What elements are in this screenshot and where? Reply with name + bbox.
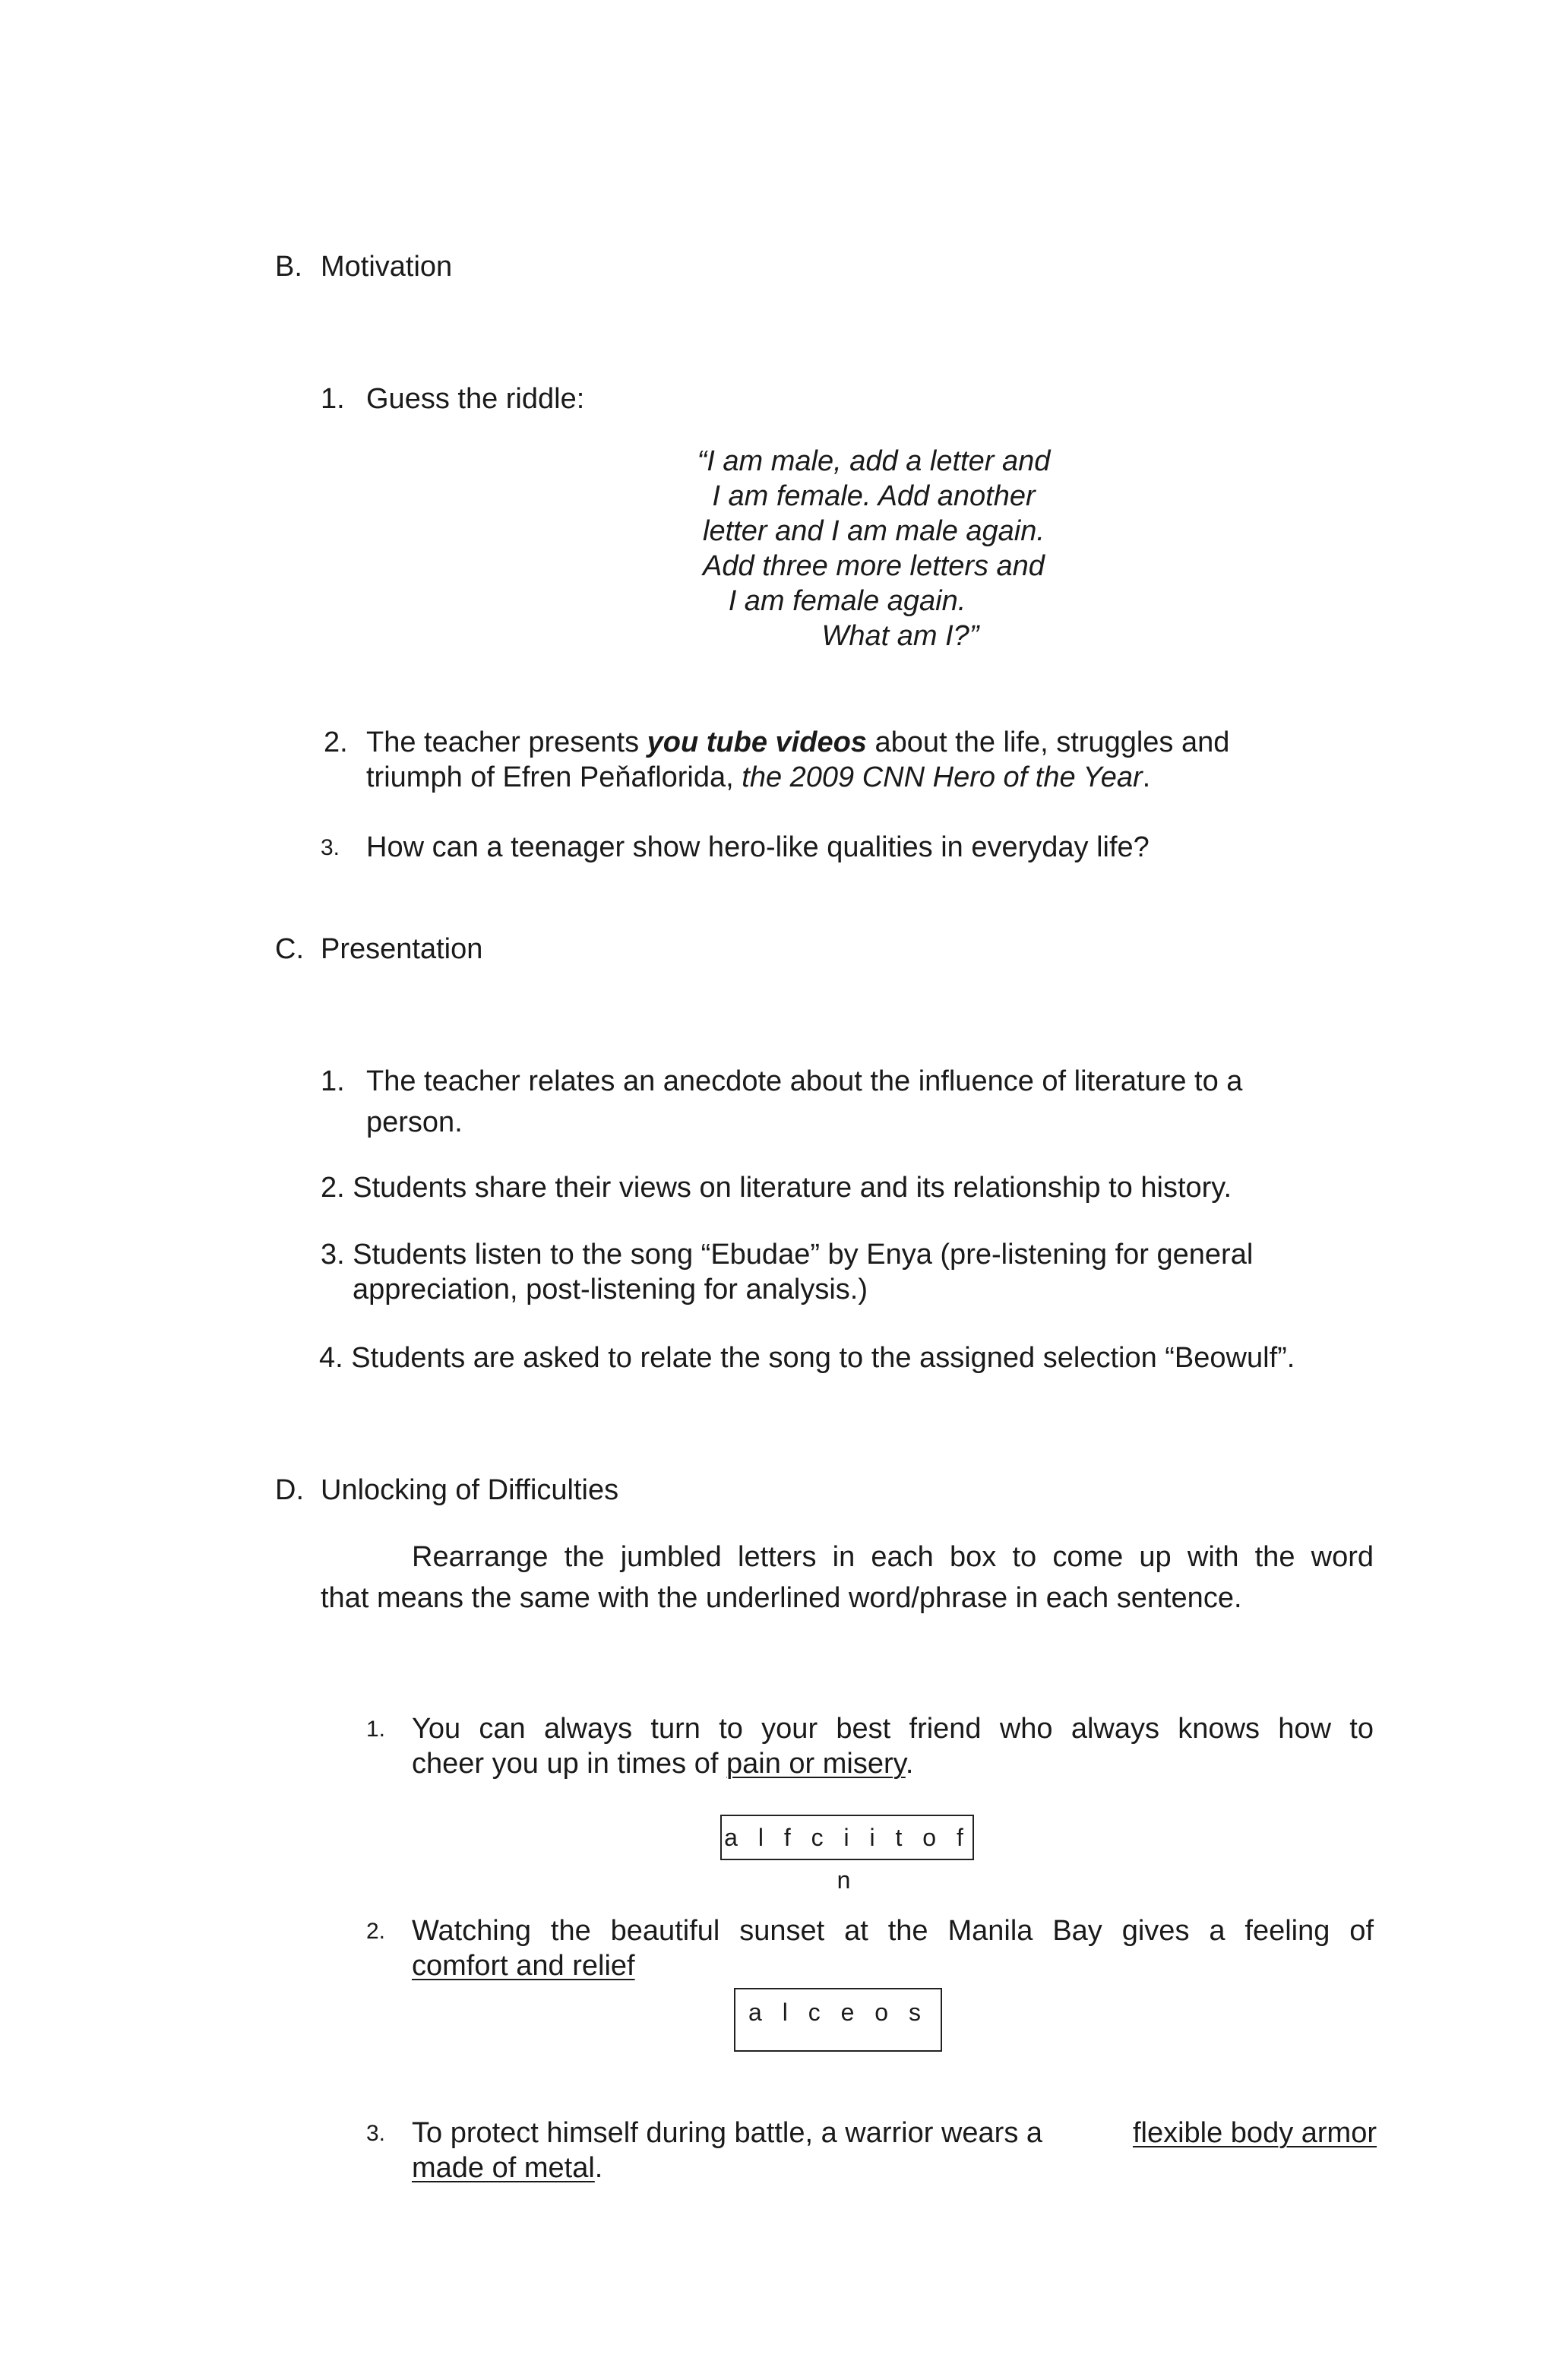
d-item3-line2 (412, 2151, 602, 2185)
riddle-block (608, 444, 1140, 654)
c-item1-line1: The teacher relates an anecdote about the influence of literature to a (366, 1065, 1243, 1097)
jumbled-letters-box-1: a l f c i i t o f n (720, 1815, 974, 1860)
b-item2-post: about the life, struggles and (866, 726, 1230, 758)
riddle-line: “I am male, add a letter and (697, 445, 1051, 477)
d-item3-line1 (412, 2116, 1377, 2151)
d-item1-line2 (412, 1746, 913, 1781)
b-item2-pre: The teacher presents (366, 726, 647, 758)
section-c-title: Presentation (321, 933, 483, 965)
c-item1-number: 1. (321, 1065, 345, 1097)
d-instruction-line1: Rearrange the jumbled letters in each box to come up with the word (412, 1541, 1374, 1573)
d-item3-underlined-1: flexible body armor (1132, 2117, 1377, 2149)
riddle-line: I am female. Add another (712, 480, 1036, 512)
d-item1-underlined: pain or misery (726, 1748, 906, 1780)
b-item1-text: Guess the riddle: (366, 383, 585, 415)
c-item2: 2. Students share their views on literature and its relationship to history. (321, 1172, 1232, 1204)
d-item2-underlined: comfort and relief (412, 1950, 635, 1982)
riddle-line: I am female again. (728, 585, 966, 617)
b-item2-line2 (366, 760, 1150, 795)
d-item2-line2 (412, 1948, 635, 1983)
jumbled-letters-box-2: a l c e o s (734, 1988, 942, 2052)
b-item2-line2-pre: triumph of Efren Peňaflorida, (366, 761, 742, 793)
c-item3-line2: appreciation, post-listening for analysis.) (353, 1274, 868, 1306)
b-item1-number: 1. (321, 383, 345, 415)
d-item1-line2-pre: cheer you up in times of (412, 1748, 726, 1780)
b-item2-line2-italic: the 2009 CNN Hero of the Year (742, 761, 1143, 793)
b-item2-bold: you tube videos (647, 726, 867, 758)
b-item3-number: 3. (321, 835, 340, 860)
section-c-letter: C. (275, 933, 304, 965)
section-d-title: Unlocking of Difficulties (321, 1474, 619, 1506)
d-item3-number: 3. (366, 2121, 386, 2146)
d-instruction-line2: that means the same with the underlined word/phrase in each sentence. (321, 1582, 1242, 1614)
d-item1-line2-end: . (905, 1748, 914, 1780)
c-item1-line2: person. (366, 1106, 463, 1138)
riddle-line: Add three more letters and (703, 550, 1045, 582)
d-item1-line1: You can always turn to your best friend who always knows how to (412, 1713, 1374, 1745)
section-b-title: Motivation (321, 251, 453, 283)
d-item1-number: 1. (366, 1717, 386, 1742)
section-d-letter: D. (275, 1474, 304, 1506)
d-item2-number: 2. (366, 1919, 386, 1944)
d-item3-underlined-2: made of metal (412, 2152, 595, 2184)
c-item3-line1: 3. Students listen to the song “Ebudae” by Enya (pre-listening for general (321, 1239, 1254, 1271)
c-item4: 4. Students are asked to relate the song to the assigned selection “Beowulf”. (319, 1342, 1295, 1374)
b-item2-line2-end: . (1142, 761, 1151, 793)
riddle-line: letter and I am male again. (703, 515, 1045, 547)
b-item2-number: 2. (324, 726, 348, 758)
riddle-line: What am I?” (821, 620, 979, 652)
b-item3-text: How can a teenager show hero-like qualities in everyday life? (366, 831, 1150, 863)
d-item2-line1: Watching the beautiful sunset at the Manila Bay gives a feeling of (412, 1915, 1374, 1947)
d-item3-line1-pre: To protect himself during battle, a warrior wears a (412, 2117, 1043, 2149)
section-b-letter: B. (275, 251, 302, 283)
d-item3-line2-end: . (594, 2152, 603, 2184)
b-item2-line1 (366, 725, 1229, 760)
